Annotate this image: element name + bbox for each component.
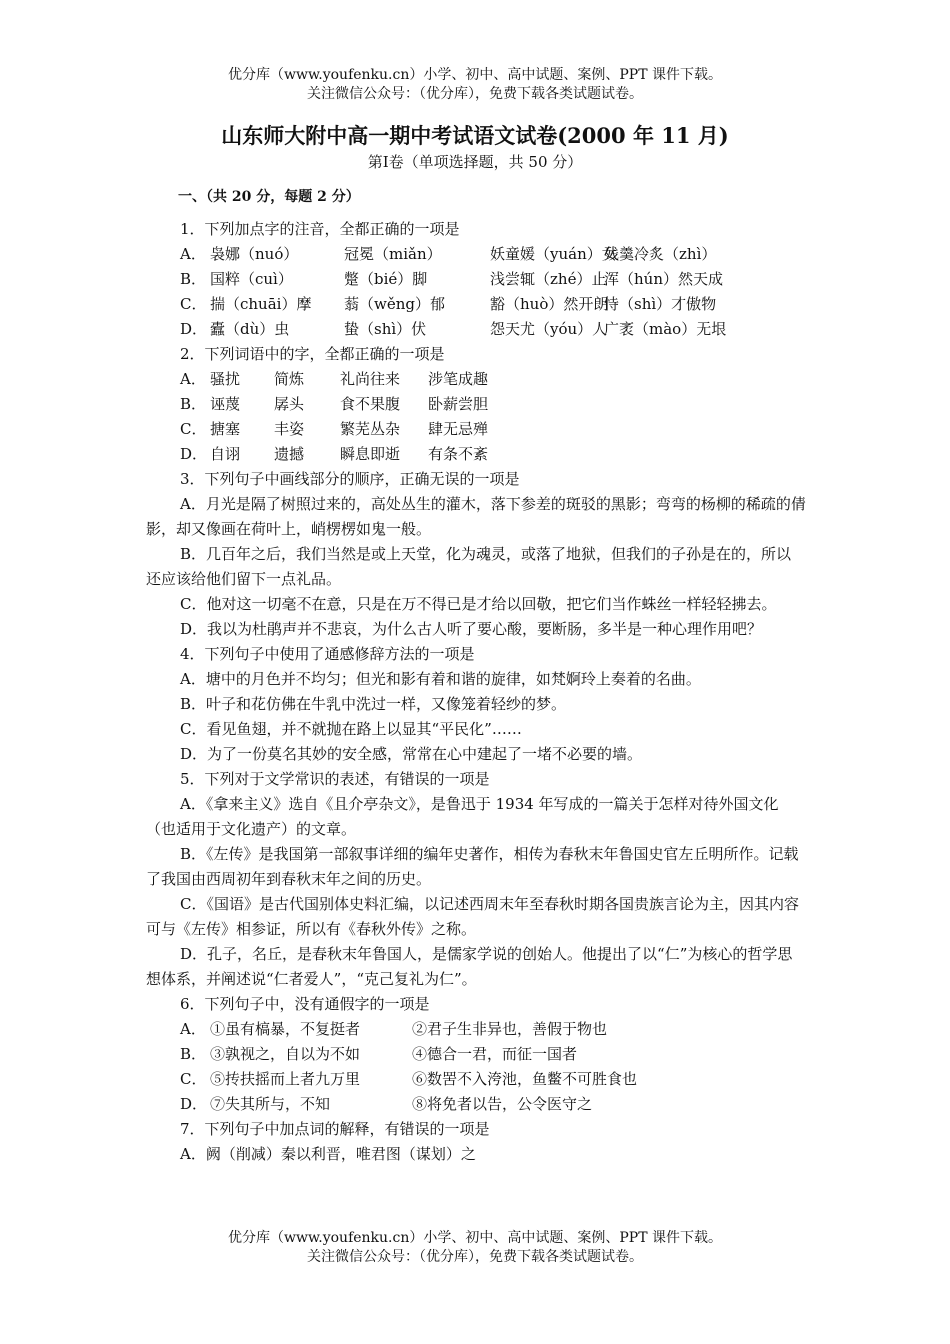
option-item: 袅娜（nuó）	[210, 245, 299, 263]
question-1-stem: 1．下列加点字的注音，全都正确的一项是	[180, 220, 460, 238]
option-letter: C．	[180, 420, 207, 438]
option-item: ⑤抟扶摇而上者九万里	[210, 1070, 361, 1088]
question-2-option-a	[146, 367, 806, 392]
option-item: 自诩	[210, 445, 241, 463]
question-6-option-d	[146, 1092, 806, 1117]
question-1-option-c	[146, 292, 806, 317]
option-letter: D．	[180, 445, 208, 463]
option-item: 骚扰	[210, 370, 241, 388]
question-4-option-c: C．看见鱼翅，并不就抛在路上以显其“平民化”……	[180, 720, 522, 738]
option-item: 卧薪尝胆	[428, 395, 489, 413]
question-6-stem: 6．下列句子中，没有通假字的一项是	[180, 995, 430, 1013]
option-item: 礼尚往来	[340, 370, 401, 388]
option-item: 恃（shì）才傲物	[604, 295, 717, 313]
question-6-option-a	[146, 1017, 806, 1042]
question-2-option-c	[146, 417, 806, 442]
option-item: 蛰（shì）伏	[344, 320, 427, 338]
option-letter: B．	[180, 1045, 207, 1063]
question-1-option-b	[146, 267, 806, 292]
question-7-option-a: A．阙（削减）秦以利晋，唯君图（谋划）之	[180, 1145, 476, 1163]
question-6-option-b	[146, 1042, 806, 1067]
question-2-stem: 2．下列词语中的字，全都正确的一项是	[180, 345, 445, 363]
question-5-option-b: B．《左传》是我国第一部叙事详细的编年史著作，相传为春秋末年鲁国史官左丘明所作。记载了我国由西周初年到春秋末年之间的历史。	[146, 845, 799, 888]
option-item: 蠹（dù）虫	[210, 320, 290, 338]
option-item: ④德合一君，而征一国者	[412, 1045, 578, 1063]
question-3-option-c: C．他对这一切毫不在意，只是在万不得已是才给以回敬，把它们当作蛛丝一样轻轻拂去。	[180, 595, 777, 613]
option-item: 遗撼	[274, 445, 305, 463]
exam-subtitle: 第Ⅰ卷（单项选择题，共 50 分）	[367, 153, 583, 171]
option-letter: D．	[180, 320, 208, 338]
question-4-stem: 4．下列句子中使用了通感修辞方法的一项是	[180, 645, 475, 663]
option-item: 丰姿	[274, 420, 305, 438]
option-item: 浑（hún）然天成	[604, 270, 723, 288]
option-letter: B．	[180, 395, 207, 413]
option-item: ③孰视之，自以为不如	[210, 1045, 361, 1063]
question-5-option-d: D．孔子，名丘，是春秋末年鲁国人，是儒家学说的创始人。他提出了以“仁”为核心的哲学思想体系，并阐述说“仁者爱人”，“克己复礼为仁”。	[146, 945, 793, 988]
option-letter: A．	[180, 370, 206, 388]
question-4-option-b: B．叶子和花仿佛在牛乳中洗过一样，又像笼着轻纱的梦。	[180, 695, 567, 713]
option-item: 有条不紊	[428, 445, 489, 463]
header-line-1: 优分库（www.youfenku.cn）小学、初中、高中试题、案例、PPT 课件下载。	[227, 67, 722, 83]
option-item: 诬蔑	[210, 395, 241, 413]
option-letter: B．	[180, 270, 207, 288]
question-3-option-a: A．月光是隔了树照过来的，高处丛生的灌木，落下参差的斑驳的黑影；弯弯的杨柳的稀疏的倩影，却又像画在荷叶上，峭楞楞如鬼一般。	[146, 495, 806, 538]
question-5-option-c: C．《国语》是古代国别体史料汇编，以记述西周末年至春秋时期各国贵族言论为主，因其内容可与《左传》相参证，所以有《春秋外传》之称。	[146, 895, 799, 938]
footer-line-1: 优分库（www.youfenku.cn）小学、初中、高中试题、案例、PPT 课件下载。	[227, 1230, 722, 1246]
option-item: 浅尝辄（zhé）止	[490, 270, 607, 288]
option-item: ①虽有槁暴，不复挺者	[210, 1020, 361, 1038]
option-item: 揣（chuāi）摩	[210, 295, 312, 313]
option-item: 怨天尤（yóu）人	[490, 320, 608, 338]
option-item: 涉笔成趣	[428, 370, 489, 388]
page-footer	[0, 1229, 950, 1267]
option-item: 食不果腹	[340, 395, 401, 413]
option-item: 搪塞	[210, 420, 241, 438]
question-1-option-d	[146, 317, 806, 342]
question-2-option-b	[146, 392, 806, 417]
option-item: 残羹冷炙（zhì）	[604, 245, 717, 263]
question-3-stem: 3．下列句子中画线部分的顺序，正确无误的一项是	[180, 470, 520, 488]
option-letter: A．	[180, 245, 206, 263]
footer-line-2: 关注微信公众号：（优分库），免费下载各类试题试卷。	[307, 1249, 643, 1265]
question-7-stem: 7．下列句子中加点词的解释，有错误的一项是	[180, 1120, 490, 1138]
question-4-option-d: D．为了一份莫名其妙的安全感，常常在心中建起了一堵不必要的墙。	[180, 745, 643, 763]
option-item: 豁（huò）然开朗	[490, 295, 609, 313]
page-header	[0, 66, 950, 104]
option-item: 国粹（cuì）	[210, 270, 293, 288]
question-5-stem: 5．下列对于文学常识的表述，有错误的一项是	[180, 770, 490, 788]
question-1-option-a	[146, 242, 806, 267]
option-item: ⑦失其所与，不知	[210, 1095, 331, 1113]
option-item: 妖童媛（yuán）女	[490, 245, 617, 263]
option-letter: C．	[180, 1070, 207, 1088]
option-letter: D．	[180, 1095, 208, 1113]
option-item: 繁芜丛杂	[340, 420, 401, 438]
option-item: ⑥数罟不入洿池，鱼鳖不可胜食也	[412, 1070, 638, 1088]
question-2-option-d	[146, 442, 806, 467]
option-item: 孱头	[274, 395, 305, 413]
section-heading: 一、（共 20 分，每题 2 分）	[178, 189, 360, 205]
exam-title: 山东师大附中高一期中考试语文试卷(2000 年 11 月)	[221, 123, 729, 148]
option-item: 冠冕（miǎn）	[344, 245, 442, 263]
question-list	[146, 217, 806, 1167]
question-6-option-c	[146, 1067, 806, 1092]
option-item: ②君子生非异也，善假于物也	[412, 1020, 608, 1038]
option-item: 广袤（mào）无垠	[604, 320, 727, 338]
option-letter: C．	[180, 295, 207, 313]
option-item: 蹩（bié）脚	[344, 270, 428, 288]
question-3-option-d: D．我以为杜鹃声并不悲哀，为什么古人听了要心酸，要断肠，多半是一种心理作用吧？	[180, 620, 763, 638]
question-3-option-b: B．几百年之后，我们当然是或上天堂，化为魂灵，或落了地狱，但我们的子孙是在的，所以还应该给他们留下一点礼品。	[146, 545, 792, 588]
question-4-option-a: A．塘中的月色并不均匀；但光和影有着和谐的旋律，如梵婀玲上奏着的名曲。	[180, 670, 701, 688]
option-item: 简炼	[274, 370, 305, 388]
option-item: 蓊（wěng）郁	[344, 295, 445, 313]
option-item: 肆无忌殚	[428, 420, 489, 438]
option-item: ⑧将免者以告，公令医守之	[412, 1095, 593, 1113]
option-item: 瞬息即逝	[340, 445, 401, 463]
option-letter: A．	[180, 1020, 206, 1038]
header-line-2: 关注微信公众号：（优分库），免费下载各类试题试卷。	[307, 86, 643, 102]
question-5-option-a: A．《拿来主义》选自《且介亭杂文》，是鲁迅于 1934 年写成的一篇关于怎样对待外国文化（也适用于文化遗产）的文章。	[146, 795, 779, 838]
